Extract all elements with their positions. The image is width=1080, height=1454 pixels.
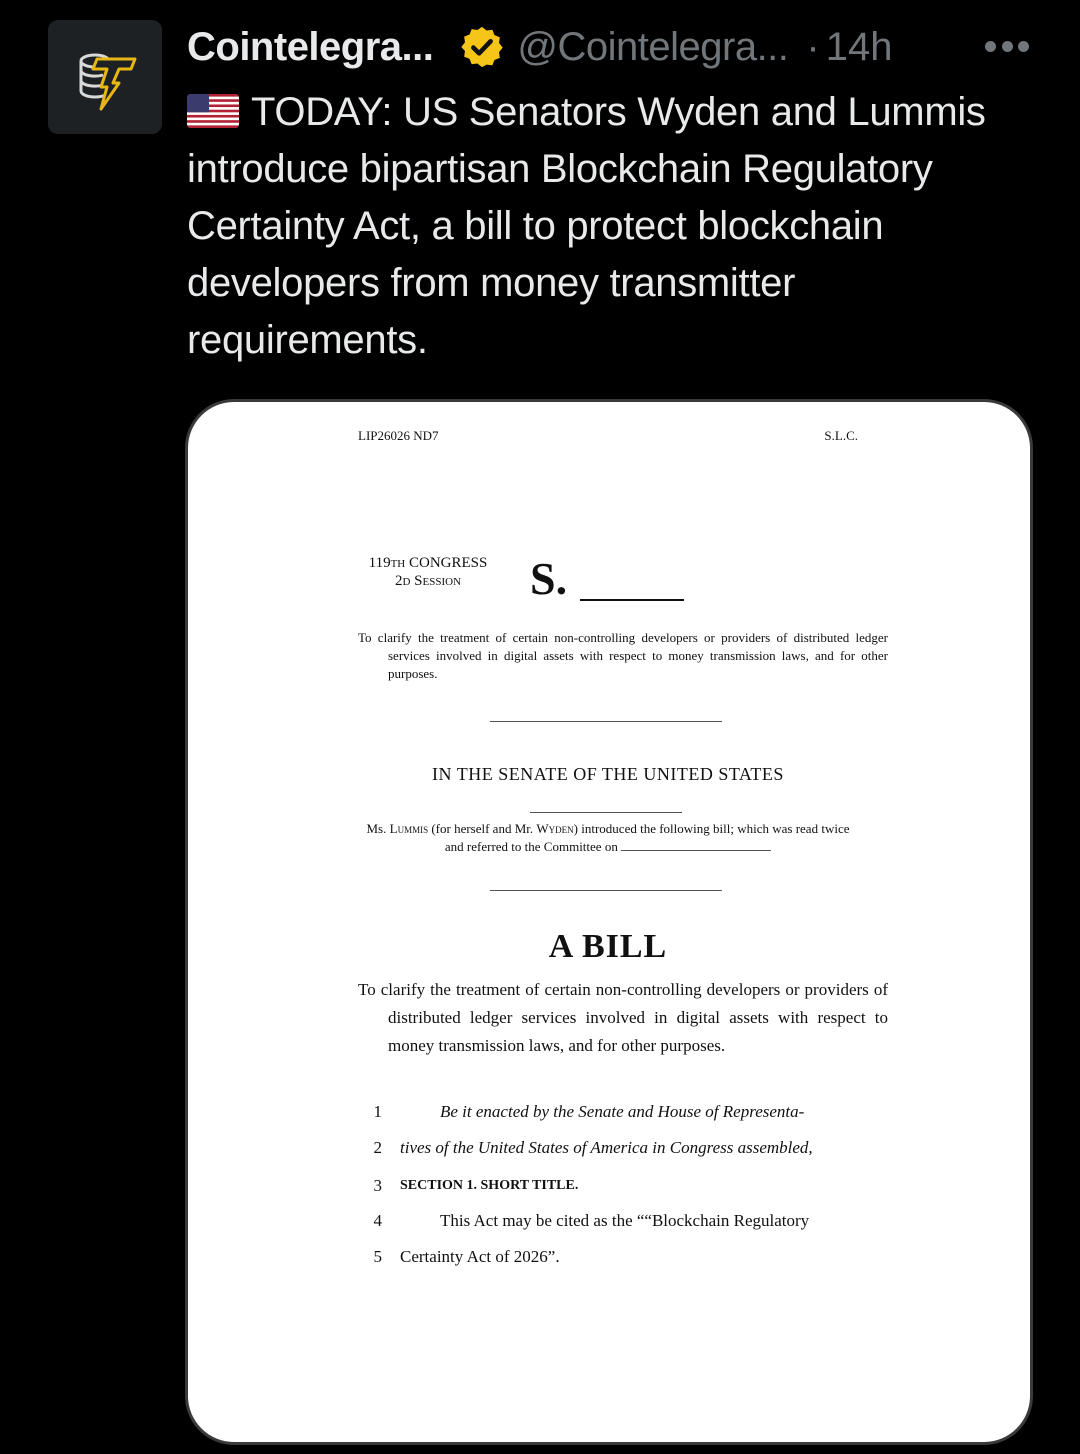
divider (530, 812, 682, 813)
section-title: SECTION 1. SHORT TITLE. (400, 1178, 579, 1193)
purpose-summary: To clarify the treatment of certain non-controlling developers or providers of distributed ledger services involved in digital assets with respect to money transmission laws, and for other purposes. (358, 630, 888, 681)
separator-dot: · (806, 24, 820, 69)
line-number: 4 (373, 1211, 382, 1230)
us-flag-icon (187, 94, 239, 128)
senator-wyden: Wyden (536, 821, 574, 836)
line-text: Be it enacted by the Senate and House of Representa- (440, 1102, 805, 1121)
bill-letter: S. (530, 553, 568, 604)
user-handle[interactable]: @Cointelegra... (517, 24, 789, 69)
document-code: LIP26026 ND7 (358, 428, 439, 443)
tweet-header (187, 22, 1047, 72)
bill-purpose: To clarify the treatment of certain non-controlling developers or providers of distributed ledger services involved in digital assets with respect to money transmission laws, and for other purposes. (358, 980, 888, 1055)
congress-session (358, 554, 498, 590)
bill-heading: A BILL (548, 928, 668, 965)
intro-ms: Ms. (366, 821, 387, 836)
committee-blank (621, 840, 771, 851)
verified-badge-icon[interactable] (459, 24, 505, 70)
senator-lummis: Lummis (389, 821, 429, 836)
line-number: 1 (373, 1102, 382, 1121)
display-name[interactable]: Cointelegra... (187, 24, 434, 69)
line-number: 3 (373, 1176, 382, 1195)
document-image-card[interactable] (188, 402, 1030, 1442)
intro-mid: (for herself and Mr. (431, 821, 534, 836)
line-text: tives of the United States of America in Congress assembled, (400, 1138, 813, 1157)
line-number: 2 (373, 1138, 382, 1157)
intro-end: ) introduced the following bill; which was read twice and referred to the Committee on (444, 821, 850, 854)
divider (490, 721, 722, 722)
bill-number-blank (580, 599, 684, 601)
session-number: 2d Session (394, 573, 462, 589)
tweet-text (187, 84, 1017, 369)
timestamp[interactable]: 14h (825, 24, 893, 69)
cointelegraph-logo-icon (67, 39, 143, 115)
document-slc: S.L.C. (824, 428, 858, 443)
line-number: 5 (373, 1247, 382, 1266)
line-text: Certainty Act of 2026”. (400, 1247, 560, 1266)
line-text: This Act may be cited as the ““Blockchain Regulatory (440, 1211, 810, 1230)
divider (490, 890, 722, 891)
introduction-text (358, 820, 858, 856)
avatar[interactable] (48, 20, 162, 134)
congress-number: 119th CONGRESS (368, 555, 488, 571)
more-options-icon[interactable] (985, 38, 1029, 54)
senate-heading: IN THE SENATE OF THE UNITED STATES (432, 764, 784, 784)
tweet-body: TODAY: US Senators Wyden and Lummis introduce bipartisan Blockchain Regulatory Certainty Act, a bill to protect blockchain developers from money transmitter requirements. (187, 90, 986, 362)
